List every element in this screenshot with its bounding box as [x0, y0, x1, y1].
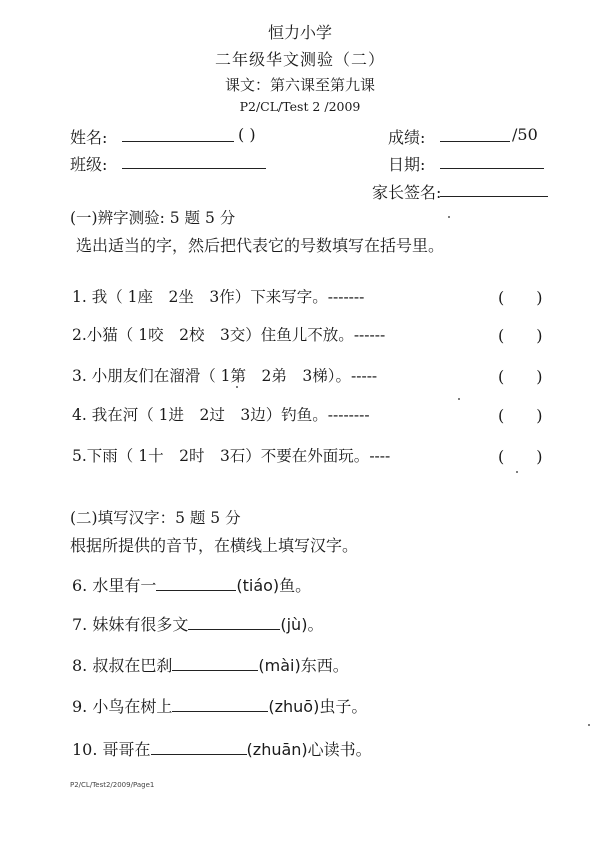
pinyin-hint: (tiáo) — [236, 576, 280, 595]
fill-question-text: 东西。 — [300, 656, 349, 675]
fill-question-text: 8. 叔叔在巴刹 — [72, 656, 173, 675]
score-total: /50 — [512, 125, 538, 144]
fill-question-7 — [72, 612, 323, 635]
score-field[interactable] — [440, 141, 510, 142]
fill-question-text: 7. 妹妹有很多文 — [72, 615, 189, 634]
question-text: 2.小猫（ 1咬 2校 3交）住鱼儿不放。 — [72, 326, 354, 344]
question-dash: ---- — [369, 447, 391, 465]
page-footer: P2/CL/Test2/2009/Page1 — [70, 781, 155, 789]
fill-question-text: 虫子。 — [319, 697, 368, 716]
scan-speck — [588, 724, 590, 726]
scan-speck — [236, 386, 238, 388]
question-3 — [72, 364, 377, 386]
answer-paren-4[interactable]: ( ) — [498, 406, 543, 425]
pinyin-hint: (zhuān) — [246, 740, 308, 759]
section2-title: (二)填写汉字：5 题 5 分 — [70, 509, 241, 527]
question-text: 3. 小朋友们在溜滑（ 1第 2弟 3梯）。 — [72, 367, 351, 385]
scan-speck — [516, 471, 518, 473]
fill-blank-10[interactable] — [151, 740, 247, 755]
index-number-paren: ( ) — [238, 125, 256, 144]
pinyin-hint: (mài) — [258, 656, 301, 675]
school-name: 恒力小学 — [267, 23, 332, 42]
section1-title: (一)辨字测验: 5 题 5 分 — [70, 209, 236, 227]
class-field[interactable] — [122, 168, 266, 169]
fill-blank-6[interactable] — [156, 576, 236, 591]
name-label: 姓名: — [70, 128, 108, 147]
date-field[interactable] — [440, 168, 544, 169]
section2-instruction: 根据所提供的音节，在横线上填写汉字。 — [70, 536, 359, 555]
pinyin-hint: (jù) — [280, 615, 308, 634]
fill-question-text: 10. 哥哥在 — [72, 740, 151, 759]
fill-question-text: 鱼。 — [279, 576, 312, 595]
section1-instruction: 选出适当的字，然后把代表它的号数填写在括号里。 — [76, 236, 445, 255]
fill-question-text: 6. 水里有一 — [72, 576, 157, 595]
lesson-range: 课文：第六课至第九课 — [224, 76, 375, 94]
fill-question-10 — [72, 737, 372, 760]
pinyin-hint: (zhuō) — [268, 697, 320, 716]
question-text: 1. 我（ 1座 2坐 3作）下来写字。 — [72, 288, 328, 306]
question-4 — [72, 403, 370, 425]
scan-speck — [448, 216, 450, 218]
question-dash: ----- — [350, 367, 378, 385]
test-title: 二年级华文测验（二） — [214, 50, 385, 69]
parent-signature-field[interactable] — [440, 196, 548, 197]
fill-question-text: 。 — [307, 615, 324, 634]
parent-signature-label: 家长签名: — [372, 183, 442, 202]
question-text: 4. 我在河（ 1进 2过 3边）钓鱼。 — [72, 406, 328, 424]
question-5 — [72, 444, 390, 466]
question-1 — [72, 285, 364, 307]
answer-paren-3[interactable]: ( ) — [498, 367, 543, 386]
score-label: 成绩: — [388, 128, 426, 147]
fill-question-8 — [72, 653, 349, 676]
class-label: 班级: — [70, 155, 108, 174]
answer-paren-1[interactable]: ( ) — [498, 288, 543, 307]
fill-blank-9[interactable] — [172, 697, 268, 712]
question-2 — [72, 323, 385, 345]
scan-speck — [458, 398, 460, 400]
question-dash: ------ — [353, 326, 386, 344]
fill-question-9 — [72, 694, 367, 717]
fill-question-6 — [72, 573, 311, 596]
fill-blank-7[interactable] — [188, 615, 280, 630]
answer-paren-5[interactable]: ( ) — [498, 447, 543, 466]
question-dash: -------- — [327, 406, 370, 424]
question-text: 5.下雨（ 1十 2时 3石）不要在外面玩。 — [72, 447, 370, 465]
fill-question-text: 9. 小鸟在树上 — [72, 697, 173, 716]
question-dash: ------- — [327, 288, 365, 306]
date-label: 日期: — [388, 155, 426, 174]
fill-question-text: 心读书。 — [307, 740, 372, 759]
answer-paren-2[interactable]: ( ) — [498, 326, 543, 345]
fill-blank-8[interactable] — [172, 656, 258, 671]
name-field[interactable] — [122, 141, 234, 142]
test-code: P2/CL/Test 2 /2009 — [239, 99, 361, 114]
